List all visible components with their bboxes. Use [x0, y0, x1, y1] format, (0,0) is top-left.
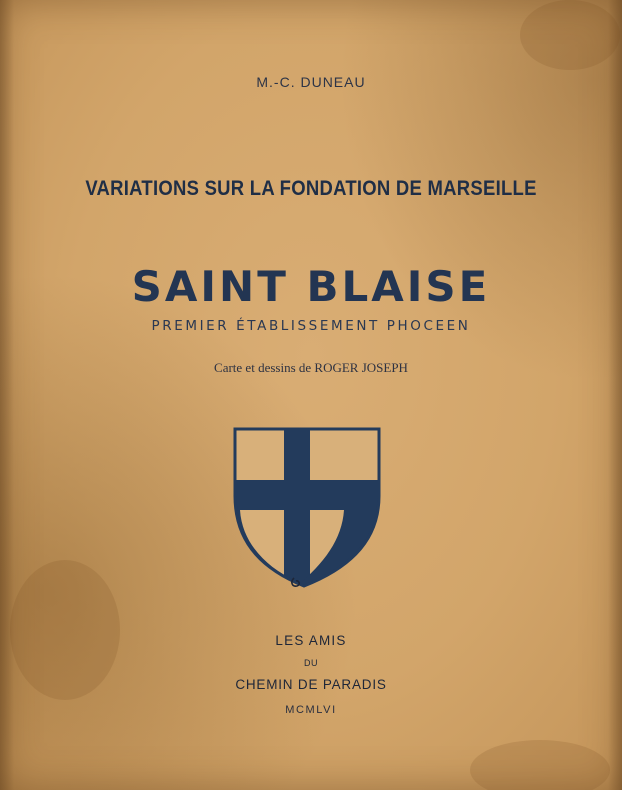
illustration-credits: Carte et dessins de ROGER JOSEPH [214, 360, 408, 375]
cover-right-edge-shadow [608, 0, 622, 790]
publisher-line-3: CHEMIN DE PARADIS [235, 677, 387, 692]
publisher-line-1: LES AMIS [275, 633, 347, 648]
author-name: M.-C. DUNEAU [256, 74, 366, 90]
publisher-line-2: DU [304, 658, 318, 668]
book-tagline: PREMIER ÉTABLISSEMENT PHOCEEN [151, 318, 471, 334]
book-title: SAINT BLAISE [131, 262, 491, 311]
cover-left-edge-shadow [0, 0, 14, 790]
paper-stain [470, 740, 610, 790]
publication-year: MCMLVI [285, 704, 337, 716]
book-subtitle: VARIATIONS SUR LA FONDATION DE MARSEILLE [85, 177, 537, 200]
paper-stain [520, 0, 620, 70]
shield-with-cross-icon [232, 426, 384, 590]
